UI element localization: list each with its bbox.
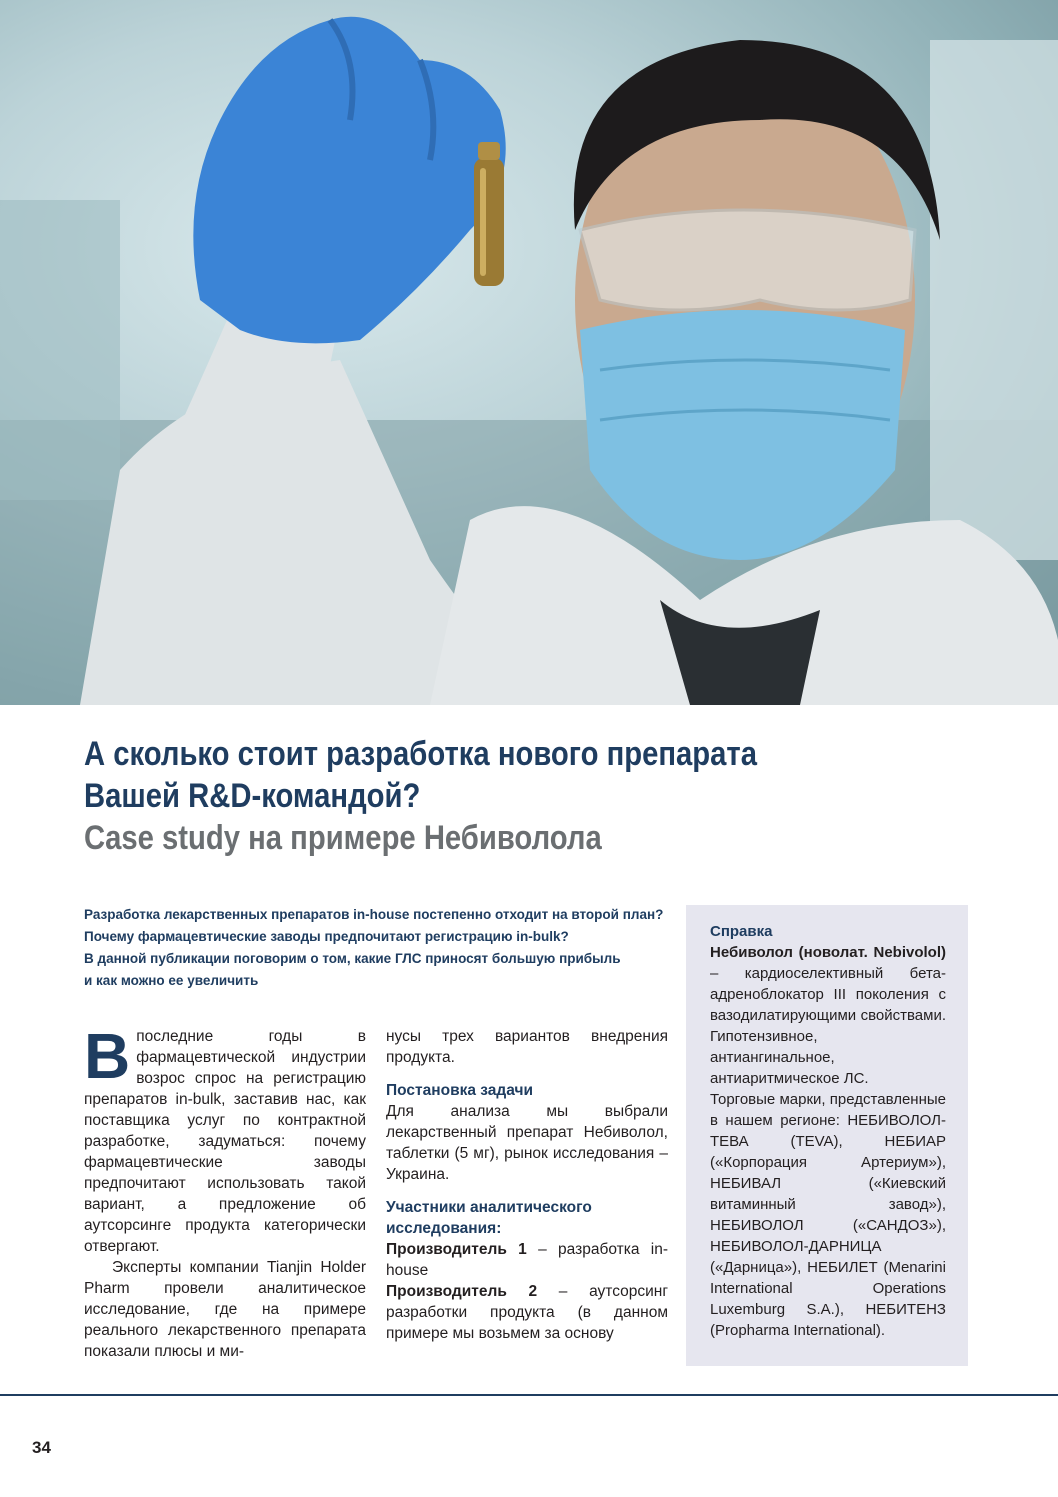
sidebar-drug-name: Небиволол (новолат. Nebivolol) <box>710 944 946 961</box>
lead-line-3: В данной публикации поговорим о том, какие ГЛС приносят большую прибыль <box>84 951 621 966</box>
safety-glasses <box>580 210 915 310</box>
article-title <box>84 733 757 859</box>
section-heading-task: Постановка задачи <box>386 1082 534 1099</box>
vial-cap <box>478 142 500 160</box>
hero-photo <box>0 0 1058 705</box>
body-column-2 <box>386 1026 668 1344</box>
lead-line-1: Разработка лекарственных препаратов in-house постепенно отходит на второй план? <box>84 907 664 922</box>
bg-equipment-right <box>930 40 1058 560</box>
body-paragraph: Для анализа мы выбрали лекарственный препарат Небиволол, таблетки (5 мг), рынок исследования – Украина. <box>386 1103 668 1183</box>
reference-sidebar <box>686 905 968 1366</box>
scientist-illustration <box>0 0 1058 705</box>
lead-paragraph <box>84 904 684 992</box>
body-paragraph: нусы трех вариантов внедрения продукта. <box>386 1028 668 1066</box>
lead-line-2: Почему фармацевтические заводы предпочитают регистрацию in-bulk? <box>84 929 569 944</box>
manufacturer-2-label: Производитель 2 <box>386 1283 538 1300</box>
manufacturer-2-text: – аутсорсинг разработки продукта (в данном примере мы возьмем за основу <box>386 1283 668 1342</box>
sidebar-heading: Справка <box>710 923 773 940</box>
title-line-1: А сколько стоит разработка нового препарата <box>84 735 757 773</box>
manufacturer-1-label: Производитель 1 <box>386 1241 527 1258</box>
body-column-1 <box>84 1020 366 1362</box>
manufacturer-1-text: – разработка in-house <box>386 1241 668 1279</box>
footer-rule <box>0 1394 1058 1396</box>
title-line-2: Вашей R&D-командой? <box>84 777 421 815</box>
body-paragraph: последние годы в фармацевтической индустрии возрос спрос на регистрацию препаратов in-bulk, заставив нас, как поставщика услуг по контрактной разработке, задуматься: почему фармацевтические заводы предпочитают использовать такой вариант, а предложение об аутсорсинге продукта категорически отвергают. <box>84 1028 366 1255</box>
amber-vial <box>474 158 504 286</box>
title-subtitle: Case study на примере Небиволола <box>84 819 602 857</box>
section-heading-participants: Участники аналитического исследования: <box>386 1199 592 1237</box>
sidebar-description: – кардиоселективный бета-адреноблокатор III поколения с вазодилатирующими свойствами. Гипотензивное, антиангинальное, антиаритмическое ЛС. <box>710 965 946 1087</box>
lead-line-4: и как можно ее увеличить <box>84 973 259 988</box>
page-number: 34 <box>32 1438 51 1457</box>
bg-equipment-left <box>0 200 120 500</box>
sidebar-trade-marks: Торговые марки, представленные в нашем регионе: НЕБИВОЛОЛ-ТЕВА (TEVA), НЕБИАР («Корпорация Артериум»), НЕБИВАЛ («Киевский витаминный завод»), НЕБИВОЛОЛ («САНДОЗ»), НЕБИВОЛОЛ-ДАРНИЦА («Дарница»), НЕБИЛЕТ (Menarini International Operations Luxemburg S.A.), НЕБИТЕНЗ (Propharma International). <box>710 1091 946 1339</box>
drop-cap: В <box>84 1020 131 1092</box>
body-paragraph: Эксперты компании Tianjin Holder Pharm провели аналитическое исследование, где на примере реального лекарственного препарата показали плюсы и ми- <box>84 1259 366 1360</box>
